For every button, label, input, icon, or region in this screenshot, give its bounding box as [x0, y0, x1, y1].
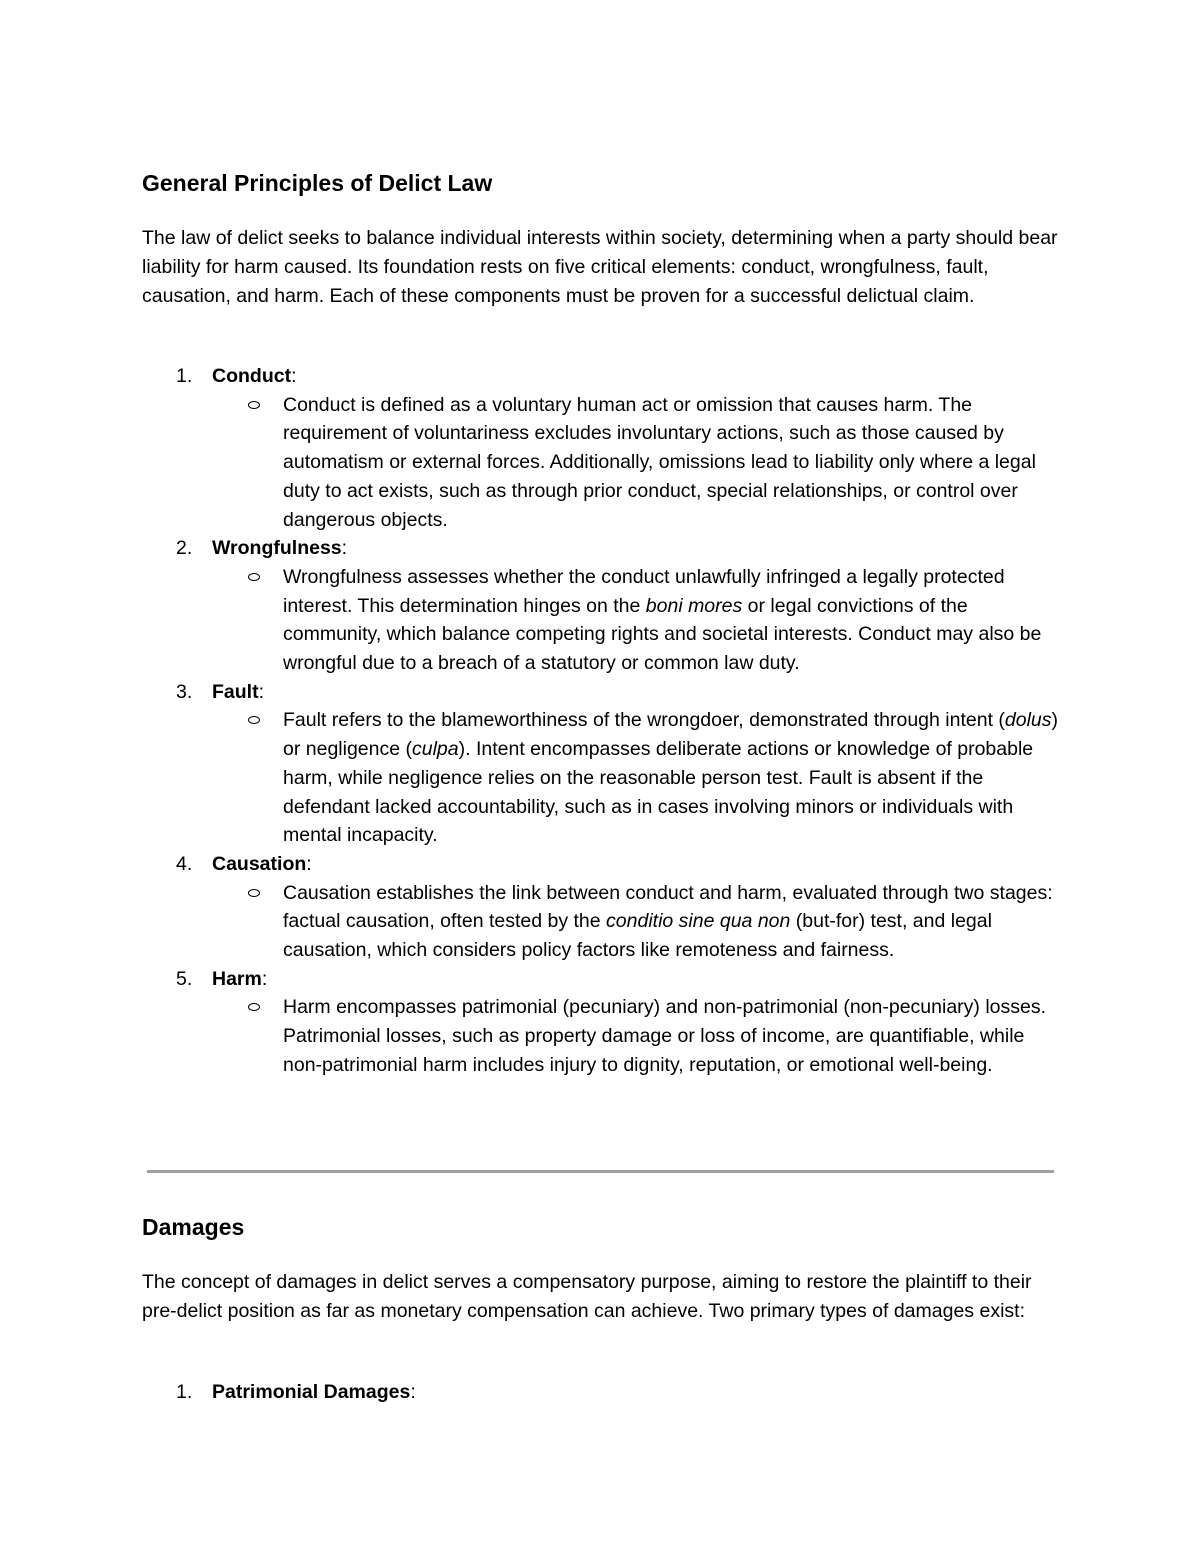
elements-list	[142, 362, 1072, 1080]
damages-intro-paragraph: The concept of damages in delict serves a compensatory purpose, aiming to restore the plaintiff to their pre-delict position as far as monetary compensation can achieve. Two primary types of damages exist:	[142, 1271, 1032, 1322]
list-number: 1.	[176, 1381, 193, 1403]
bullet-text-part: ) or negligence (	[283, 709, 1059, 761]
list-item-harm	[142, 965, 1072, 1080]
section-title-general-principles: General Principles of Delict Law	[142, 170, 493, 196]
sub-bullet	[142, 993, 1063, 1079]
term-colon: :	[258, 680, 265, 703]
list-number: 3.	[176, 680, 193, 703]
term-causation: Causation	[212, 852, 307, 875]
list-item-conduct	[142, 362, 1072, 534]
term-harm: Harm	[212, 967, 262, 990]
term-conduct: Conduct	[212, 365, 292, 387]
sub-bullet	[142, 879, 1063, 965]
italic-term: conditio sine qua non	[606, 910, 791, 933]
bullet-text-part: ). Intent encompasses deliberate actions or knowledge of probable harm, while negligence relies on the reasonable person test. Fault is absent if the defendant lacked accountability, such as in cases involving minors or individuals with mental incapacity.	[283, 738, 1034, 847]
hollow-bullet-icon	[248, 889, 260, 897]
bullet-text-part: Causation establishes the link between conduct and harm, evaluated through two stages: factual causation, often tested by the	[283, 881, 1053, 933]
term-colon: :	[291, 365, 297, 387]
term-colon: :	[306, 852, 312, 875]
section-title-damages: Damages	[142, 1214, 245, 1240]
list-item-fault	[142, 678, 1072, 850]
term-colon: :	[261, 967, 268, 990]
hollow-bullet-icon	[248, 401, 260, 409]
bullet-text-part: Fault refers to the blameworthiness of the wrongdoer, demonstrated through intent (	[283, 709, 1005, 732]
italic-term: culpa	[412, 738, 459, 761]
bullet-text: Conduct is defined as a voluntary human act or omission that causes harm. The requirement of voluntariness excludes involuntary actions, such as those caused by automatism or external forces. Additionally, omissions lead to liability only where a legal duty to act exists, such as through prior conduct, special relationships, or control over dangerous objects.	[283, 393, 1036, 531]
intro-paragraph: The law of delict seeks to balance individual interests within society, determining when a party should bear liability for harm caused. Its foundation rests on five critical elements: conduct, wrongfulness, fault, causation, and harm. Each of these components must be proven for a successful delictual claim.	[142, 227, 1058, 307]
term-colon: :	[410, 1381, 416, 1403]
list-item-wrongfulness	[142, 534, 1072, 678]
bullet-text-part: Wrongfulness assesses whether the conduct unlawfully infringed a legally protected interest. This determination hinges on the	[283, 565, 1005, 617]
term-wrongfulness: Wrongfulness	[212, 537, 342, 560]
bullet-text-part: or legal convictions of the community, which balance competing rights and societal interests. Conduct may also be wrongful due to a breach of a statutory or common law duty.	[283, 594, 1042, 675]
bullet-text: Harm encompasses patrimonial (pecuniary) and non-patrimonial (non-pecuniary) losses. Patrimonial losses, such as property damage or loss of income, are quantifiable, while non-patrimonial harm includes injury to dignity, reputation, or emotional well-being.	[283, 996, 1047, 1076]
damages-list	[142, 1378, 1072, 1407]
sub-bullet	[142, 563, 1063, 678]
bullet-text-part: (but-for) test, and legal causation, which considers policy factors like remoteness and fairness.	[283, 910, 992, 962]
list-number: 4.	[176, 852, 193, 875]
hollow-bullet-icon	[248, 1003, 260, 1011]
sub-bullet	[142, 706, 1063, 850]
term-fault: Fault	[212, 680, 259, 703]
sub-bullet	[142, 391, 1063, 535]
list-item-patrimonial-damages	[142, 1378, 1072, 1407]
horizontal-divider	[147, 1170, 1054, 1173]
list-number: 5.	[176, 967, 193, 990]
hollow-bullet-icon	[248, 573, 260, 581]
term-patrimonial-damages: Patrimonial Damages	[212, 1381, 411, 1403]
list-number: 1.	[176, 365, 193, 387]
italic-term: dolus	[1004, 709, 1052, 732]
list-number: 2.	[176, 537, 193, 560]
list-item-causation	[142, 850, 1072, 965]
term-colon: :	[341, 537, 348, 560]
hollow-bullet-icon	[248, 716, 260, 724]
italic-term: boni mores	[645, 594, 743, 617]
